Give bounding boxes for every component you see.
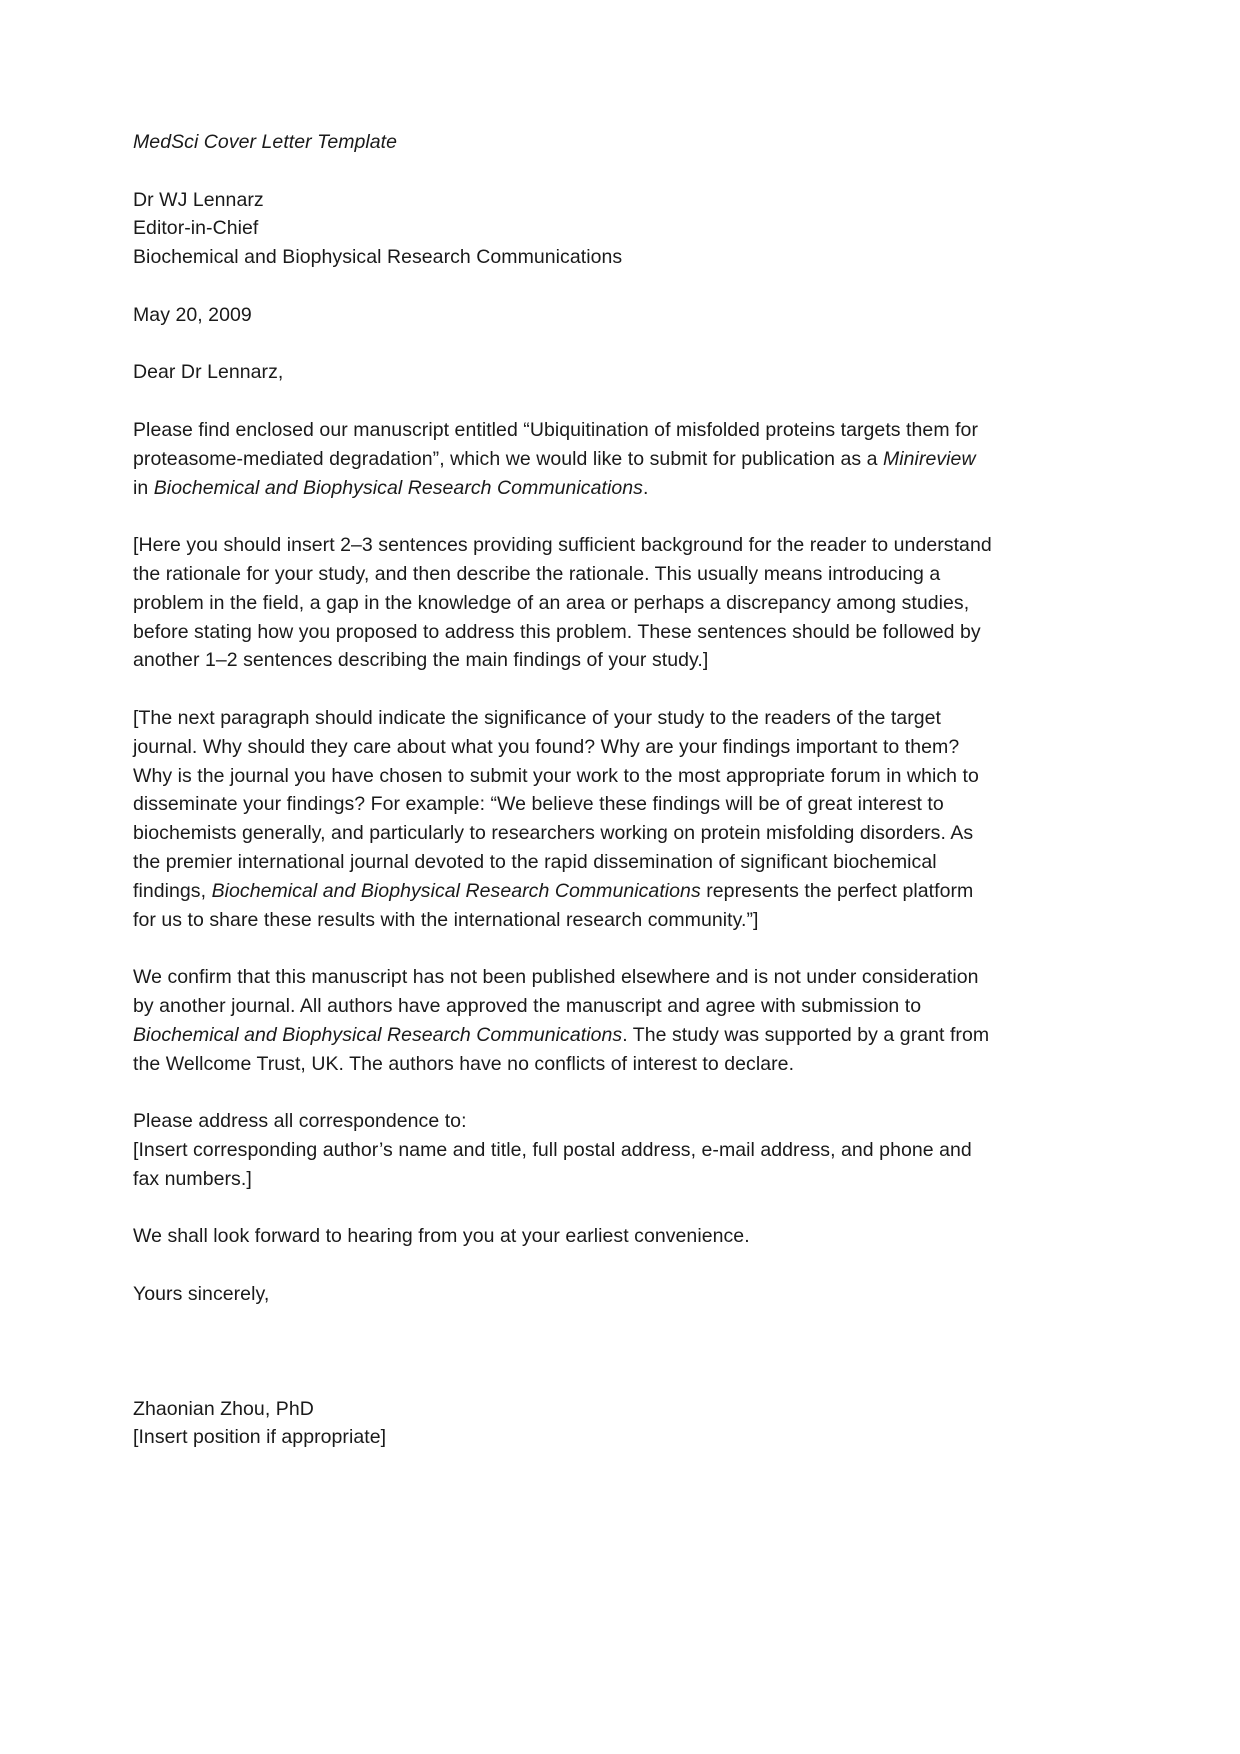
spacer: [133, 157, 992, 186]
recipient-role: Editor-in-Chief: [133, 217, 259, 240]
spacer: [133, 675, 992, 704]
paragraph-significance-text-b: represents the perfect platform for us to share these results with the international research community.”]: [133, 879, 974, 931]
correspondence-block: [133, 1107, 992, 1193]
paragraph-significance-text-a: [The next paragraph should indicate the significance of your study to the readers of the target journal. Why should they care about what you found? Why are your findings important to them? Why is the journal you have chosen to submit your work to the most appropriate forum in which to disseminate your findings? For example: “We believe these findings will be of great interest to biochemists generally, and particularly to researchers working on protein misfolding disorders. As the premier international journal devoted to the rapid dissemination of significant biochemical findings,: [133, 706, 979, 902]
correspondence-lead-in: Please address all correspondence to:: [133, 1110, 467, 1133]
sign-off: Yours sincerely,: [133, 1282, 270, 1305]
paragraph-confirmation-text-b: . The study was supported by a grant from the Wellcome Trust, UK. The authors have no conflicts of interest to declare.: [133, 1023, 990, 1075]
paragraph-background: [Here you should insert 2–3 sentences providing sufficient background for the reader to understand the rationale for your study, and then describe the rationale. This usually means introducing a problem in the field, a gap in the knowledge of an area or perhaps a discrepancy among studies, before stating how you proposed to address this problem. These sentences should be followed by another 1–2 sentences describing the main findings of your study.]: [133, 534, 992, 672]
letter-body: [133, 128, 992, 1452]
recipient-block: [133, 186, 992, 272]
paragraph-submission: [133, 416, 992, 502]
paragraph-submission-text-b: in: [133, 476, 154, 499]
journal-name-italic: Biochemical and Biophysical Research Communications: [153, 476, 643, 499]
signatory-position: [Insert position if appropriate]: [133, 1426, 387, 1449]
letter-date: May 20, 2009: [133, 303, 252, 326]
spacer: [133, 272, 992, 301]
spacer: [133, 1078, 992, 1107]
recipient-name: Dr WJ Lennarz: [133, 188, 264, 211]
closing-statement: We shall look forward to hearing from you at your earliest convenience.: [133, 1225, 750, 1248]
paragraph-confirmation-text-a: We confirm that this manuscript has not been published elsewhere and is not under consideration by another journal. All authors have approved the manuscript and agree with submission to: [133, 966, 979, 1017]
article-type-italic: Minireview: [882, 447, 976, 470]
spacer: [133, 330, 992, 359]
spacer: [133, 1251, 992, 1280]
recipient-journal: Biochemical and Biophysical Research Communications: [133, 246, 623, 269]
signature-block: [133, 1395, 992, 1453]
paragraph-confirmation: [133, 963, 992, 1078]
correspondence-placeholder: [Insert corresponding author’s name and title, full postal address, e-mail address, and phone and fax numbers.]: [133, 1138, 978, 1190]
signatory-name: Zhaonian Zhou, PhD: [133, 1397, 314, 1420]
journal-name-italic: Biochemical and Biophysical Research Communications: [133, 1023, 623, 1046]
signature-space: [133, 1309, 992, 1395]
paragraph-submission-text-a: Please find enclosed our manuscript entitled “Ubiquitination of misfolded proteins targets them for proteasome-mediated degradation”, which we would like to submit for publication as a: [133, 418, 978, 470]
spacer: [133, 387, 992, 416]
journal-name-italic: Biochemical and Biophysical Research Communications: [211, 879, 701, 902]
spacer: [133, 1193, 992, 1222]
spacer: [133, 934, 992, 963]
document-title: MedSci Cover Letter Template: [133, 131, 398, 153]
paragraph-submission-text-c: .: [642, 476, 649, 499]
salutation: Dear Dr Lennarz,: [133, 361, 284, 384]
paragraph-significance: [133, 704, 992, 934]
spacer: [133, 502, 992, 531]
